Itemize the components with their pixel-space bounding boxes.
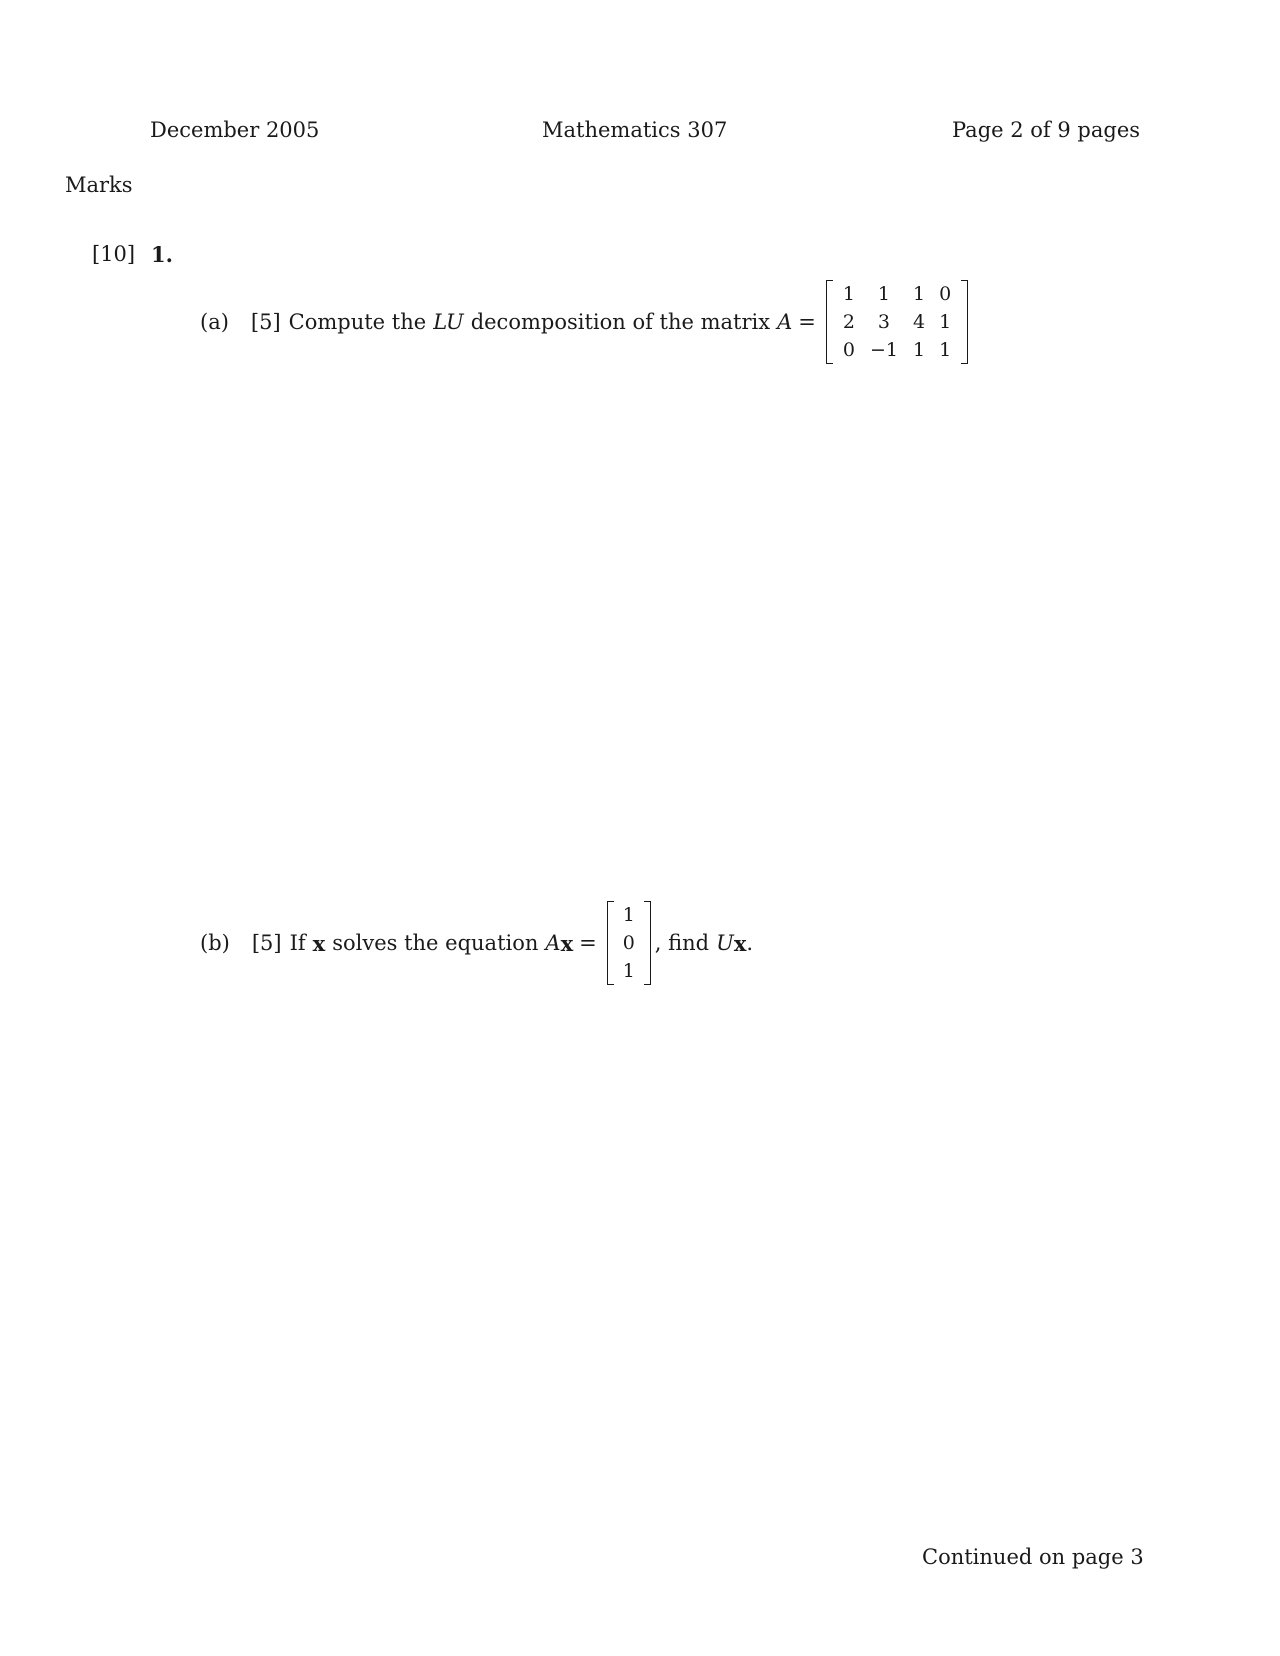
matrix-cell: 1: [939, 339, 952, 361]
matrix-cell: 1: [939, 311, 952, 333]
part-a-points: [5]: [250, 310, 281, 334]
part-b-if: If: [289, 931, 306, 955]
matrix-row: [836, 308, 958, 336]
matrix-cell: 2: [842, 311, 855, 333]
vector-row: [617, 957, 641, 985]
part-a-text-after: decomposition of the matrix: [470, 310, 771, 334]
matrix-cell: 1: [912, 283, 926, 305]
vector-row: [617, 929, 641, 957]
part-b-points: [5]: [251, 931, 282, 955]
part-a-var-a: A: [777, 310, 793, 334]
matrix-cell: 0: [939, 283, 952, 305]
matrix-row: [836, 336, 958, 364]
part-b: [200, 898, 753, 988]
part-a: [200, 277, 968, 367]
matrix-a: [826, 280, 968, 364]
question-number: 1.: [151, 242, 173, 267]
question-marks: [10]: [92, 242, 136, 266]
matrix-cell: −1: [869, 339, 898, 361]
vector-b: [607, 901, 651, 985]
part-b-x-vector: x: [312, 930, 326, 956]
marks-column-label: Marks: [65, 173, 133, 197]
matrix-cell: 1: [912, 339, 926, 361]
matrix-cell: 1: [877, 283, 891, 305]
part-b-var-a: A: [545, 931, 561, 955]
header-page-number: Page 2 of 9 pages: [952, 118, 1141, 142]
part-b-x-vector-3: x: [733, 930, 747, 956]
part-b-text-mid: solves the equation: [332, 931, 539, 955]
matrix-cell: 1: [842, 283, 855, 305]
vector-cell: 0: [622, 932, 635, 954]
vector-row: [617, 901, 641, 929]
part-a-lu: LU: [433, 310, 464, 334]
header-course: Mathematics 307: [542, 118, 728, 142]
matrix-cell: 0: [842, 339, 855, 361]
matrix-cell: 4: [912, 311, 926, 333]
part-a-equals: =: [798, 310, 816, 334]
footer-continued: Continued on page 3: [922, 1545, 1144, 1569]
matrix-row: [836, 280, 958, 308]
header-date: December 2005: [150, 118, 320, 142]
part-b-comma-find: , find: [654, 931, 710, 955]
part-b-label: (b): [200, 931, 230, 955]
matrix-cell: 3: [877, 311, 891, 333]
vector-cell: 1: [622, 960, 635, 982]
part-a-text-before: Compute the: [288, 310, 427, 334]
part-a-label: (a): [200, 310, 229, 334]
vector-cell: 1: [622, 904, 635, 926]
part-b-equals: =: [579, 931, 597, 955]
part-b-period: .: [746, 931, 754, 955]
part-b-var-u: U: [716, 931, 734, 955]
part-b-x-vector-2: x: [560, 930, 574, 956]
